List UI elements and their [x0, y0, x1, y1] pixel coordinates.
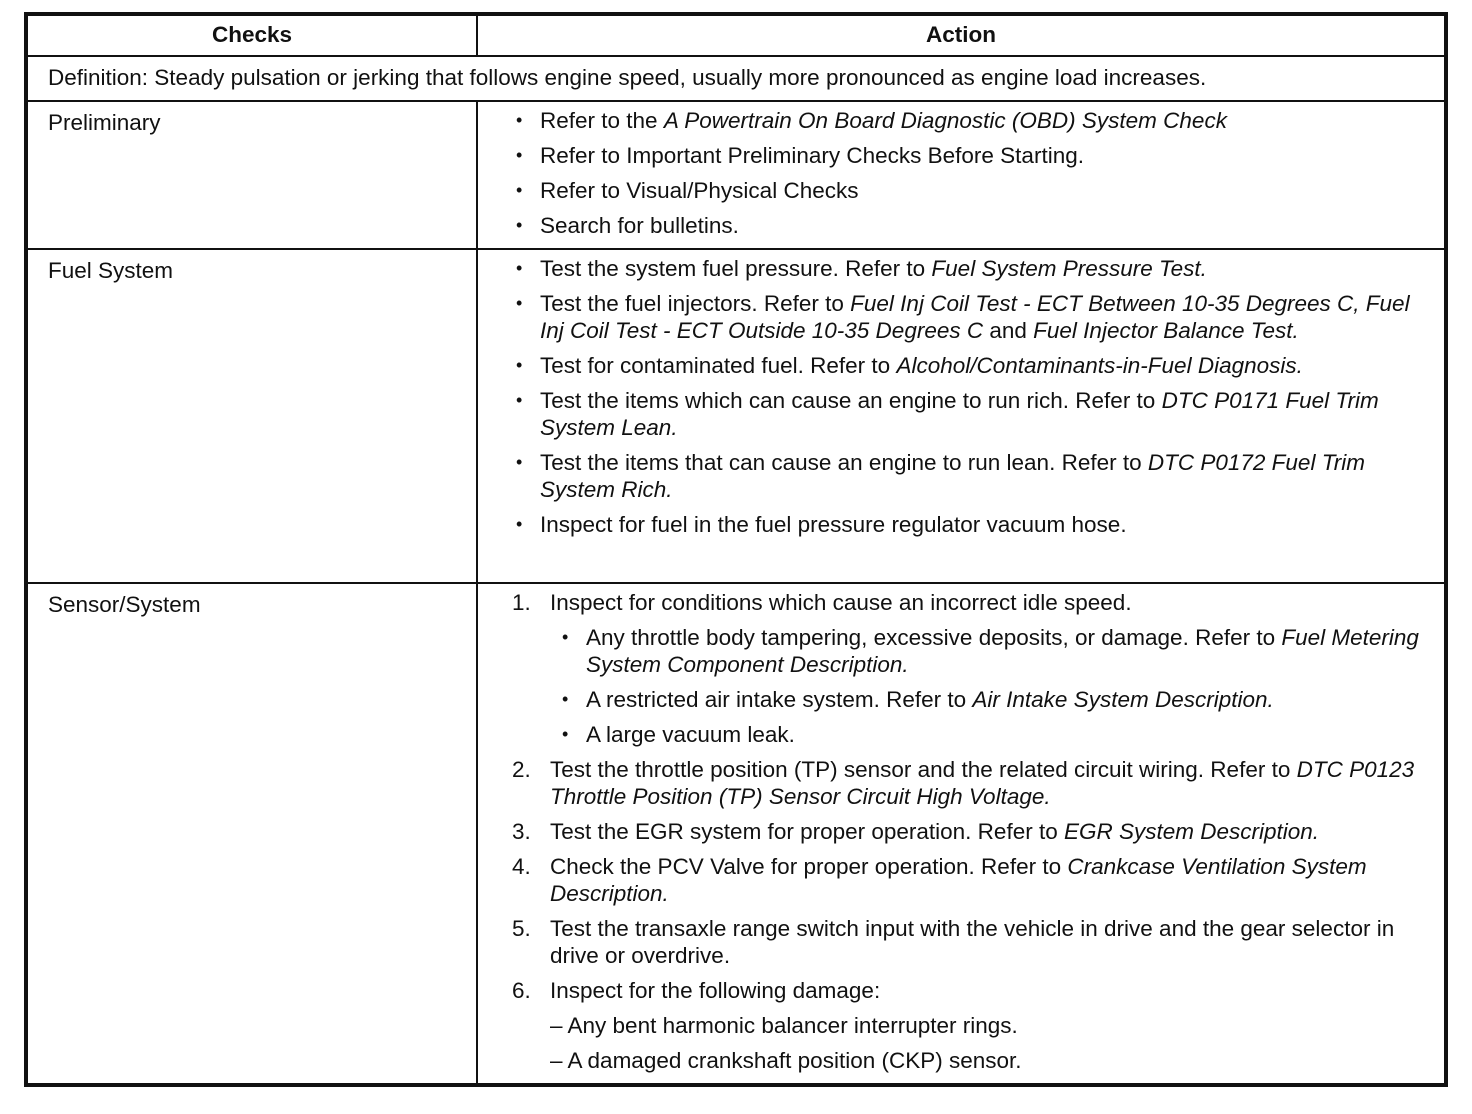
item-text: Test for contaminated fuel. Refer to [540, 353, 897, 378]
item-text: Test the fuel injectors. Refer to [540, 291, 851, 316]
numbered-step [512, 915, 1434, 969]
numbered-step [512, 977, 1434, 1074]
item-text: A restricted air intake system. Refer to [586, 687, 973, 712]
definition-row [27, 56, 1445, 101]
item-text: Test the system fuel pressure. Refer to [540, 256, 932, 281]
list-item [510, 142, 1434, 169]
fuel-system-label: Fuel System [27, 249, 477, 583]
item-text: Refer to Important Preliminary Checks Before Starting. [540, 143, 1084, 168]
sub-item [550, 686, 1434, 713]
row-sensor-system [27, 583, 1445, 1084]
step-number: 2. [512, 757, 531, 782]
fuel-system-actions [477, 249, 1445, 583]
item-text: A large vacuum leak. [586, 722, 795, 747]
dash-item: – A damaged crankshaft position (CKP) sensor. [550, 1048, 1022, 1073]
diagnostic-table [26, 14, 1446, 1085]
step-text: Check the PCV Valve for proper operation. Refer to [550, 854, 1068, 879]
reference-link[interactable]: Fuel Injector Balance Test. [1033, 318, 1299, 343]
sub-item [550, 624, 1434, 678]
list-item [510, 177, 1434, 204]
item-text: Test the items that can cause an engine to run lean. Refer to [540, 450, 1148, 475]
item-text: Refer to the [540, 108, 664, 133]
reference-link[interactable]: Fuel System Pressure Test. [931, 256, 1207, 281]
numbered-step [512, 756, 1434, 810]
list-item [510, 212, 1434, 239]
list-item [510, 107, 1434, 134]
sensor-system-actions [477, 583, 1445, 1084]
step-text: Inspect for conditions which cause an incorrect idle speed. [550, 590, 1132, 615]
header-row [27, 15, 1445, 56]
step-number: 4. [512, 854, 531, 879]
step-number: 3. [512, 819, 531, 844]
reference-link[interactable]: DTC P0123 Throttle Position (TP) Sensor Circuit High Voltage. [550, 757, 1415, 809]
action-header: Action [477, 15, 1445, 56]
list-item [510, 511, 1434, 538]
preliminary-label: Preliminary [27, 101, 477, 249]
numbered-step [512, 589, 1434, 748]
reference-link[interactable]: DTC P0171 Fuel Trim System Lean. [540, 388, 1379, 440]
list-item [510, 352, 1434, 379]
reference-link[interactable]: A Powertrain On Board Diagnostic (OBD) System Check [663, 108, 1227, 133]
item-text: Inspect for fuel in the fuel pressure regulator vacuum hose. [540, 512, 1127, 537]
reference-link[interactable]: DTC P0172 Fuel Trim System Rich. [540, 450, 1366, 502]
list-item [510, 387, 1434, 441]
list-item [510, 255, 1434, 282]
sub-item [550, 721, 1434, 748]
step-number: 1. [512, 590, 531, 615]
step-text: Test the transaxle range switch input with the vehicle in drive and the gear selector in drive or overdrive. [550, 916, 1395, 968]
step-number: 6. [512, 978, 531, 1003]
step-text: Test the throttle position (TP) sensor and the related circuit wiring. Refer to [550, 757, 1297, 782]
numbered-step [512, 853, 1434, 907]
diagnostic-table-container [24, 12, 1448, 1087]
list-item [510, 290, 1434, 344]
checks-header: Checks [27, 15, 477, 56]
sensor-system-label: Sensor/System [27, 583, 477, 1084]
row-fuel-system [27, 249, 1445, 583]
list-item [510, 449, 1434, 503]
reference-link[interactable]: EGR System Description. [1063, 819, 1320, 844]
reference-link[interactable]: Crankcase Ventilation System Description. [550, 854, 1367, 906]
preliminary-actions [477, 101, 1445, 249]
definition-text: Definition: Steady pulsation or jerking that follows engine speed, usually more pronounced as engine load increases. [27, 56, 1445, 101]
reference-link[interactable]: Fuel Metering System Component Description. [586, 625, 1419, 677]
dash-item: – Any bent harmonic balancer interrupter rings. [550, 1013, 1018, 1038]
item-text: Search for bulletins. [540, 213, 739, 238]
row-preliminary [27, 101, 1445, 249]
step-number: 5. [512, 916, 531, 941]
item-text: and [983, 318, 1034, 343]
step-text: Test the EGR system for proper operation. Refer to [550, 819, 1064, 844]
item-text: Refer to Visual/Physical Checks [540, 178, 859, 203]
step-text: Inspect for the following damage: [550, 978, 881, 1003]
reference-link[interactable]: Alcohol/Contaminants-in-Fuel Diagnosis. [896, 353, 1303, 378]
reference-link[interactable]: Air Intake System Description. [972, 687, 1274, 712]
reference-link[interactable]: Fuel Inj Coil Test - ECT Between 10-35 Degrees C, Fuel Inj Coil Test - ECT Outside 10-35 Degrees C [540, 291, 1410, 343]
item-text: Any throttle body tampering, excessive deposits, or damage. Refer to [586, 625, 1282, 650]
numbered-step [512, 818, 1434, 845]
item-text: Test the items which can cause an engine to run rich. Refer to [540, 388, 1162, 413]
